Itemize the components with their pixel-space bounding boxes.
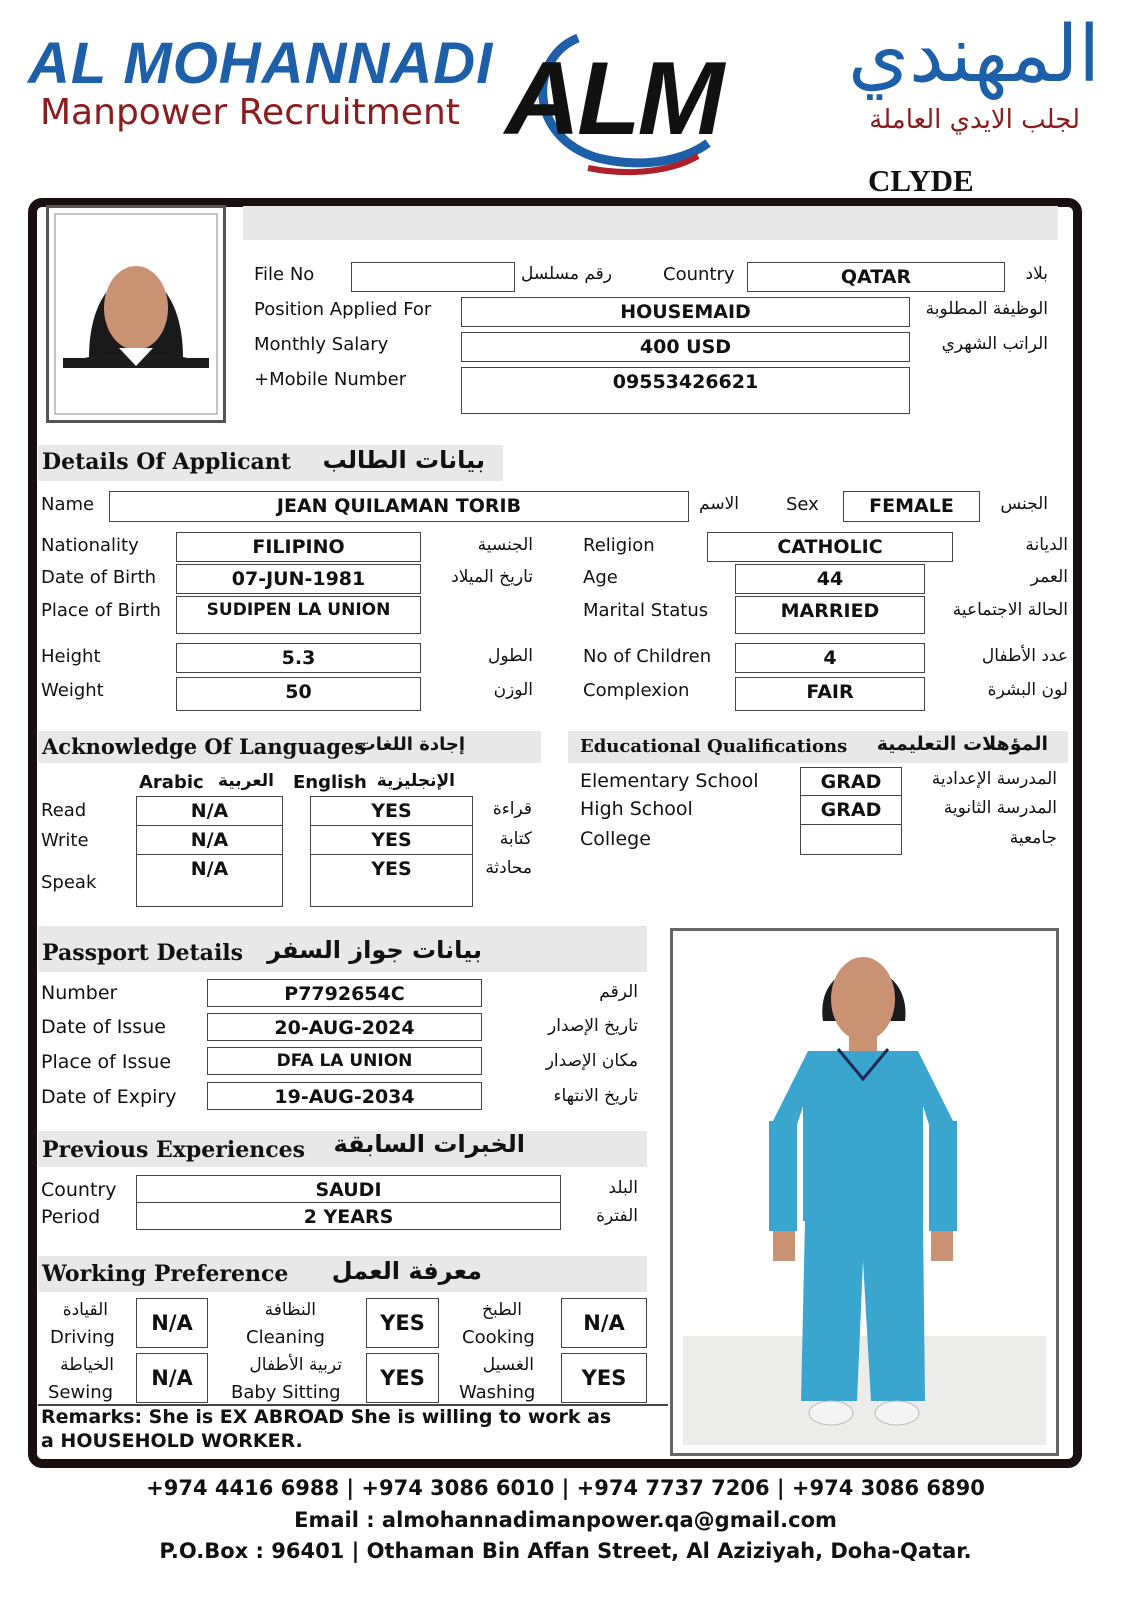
- complexion-label: Complexion: [583, 680, 690, 701]
- name-label: Name: [41, 494, 95, 515]
- speak-label: Speak: [41, 872, 97, 893]
- speak-arabic-field: N/A: [136, 854, 283, 907]
- passport-title: Passport Details: [42, 940, 244, 966]
- sex-field: FEMALE: [843, 491, 980, 522]
- position-field: HOUSEMAID: [461, 297, 910, 327]
- issue-place-field: DFA LA UNION: [207, 1047, 482, 1075]
- country-label: Country: [663, 264, 735, 285]
- height-field: 5.3: [176, 643, 421, 673]
- issue-date-label: Date of Issue: [41, 1016, 166, 1038]
- passport-number-label: Number: [41, 982, 118, 1004]
- children-label-arabic: عدد الأطفال: [981, 646, 1068, 666]
- age-label-arabic: العمر: [1030, 567, 1068, 587]
- washing-label-arabic: الغسيل: [482, 1355, 534, 1375]
- experience-country-field: SAUDI: [136, 1175, 561, 1203]
- brand-name: AL MOHANNADI: [28, 31, 494, 96]
- mobile-field: 09553426621: [461, 367, 910, 414]
- sewing-label-arabic: الخياطة: [60, 1355, 114, 1375]
- religion-label: Religion: [583, 535, 655, 556]
- experience-title-arabic: الخبرات السابقة: [333, 1130, 525, 1158]
- read-arabic-field: N/A: [136, 796, 283, 826]
- portrait-photo: [46, 205, 226, 423]
- period-label-arabic: الفترة: [596, 1206, 638, 1226]
- passport-number-field: P7792654C: [207, 979, 482, 1007]
- dob-field: 07-JUN-1981: [176, 564, 421, 594]
- elementary-field: GRAD: [800, 767, 902, 796]
- cooking-label-arabic: الطبخ: [482, 1300, 522, 1320]
- arabic-col-label: Arabic: [139, 772, 204, 793]
- sewing-label: Sewing: [48, 1382, 114, 1403]
- read-label: Read: [41, 800, 87, 821]
- washing-field: YES: [561, 1353, 647, 1403]
- brand-subtitle-arabic: لجلب الايدي العاملة: [869, 105, 1080, 135]
- elementary-label: Elementary School: [580, 770, 759, 792]
- religion-label-arabic: الديانة: [1025, 535, 1068, 555]
- experience-country-label-arabic: البلد: [608, 1178, 638, 1198]
- weight-label-arabic: الوزن: [493, 680, 533, 700]
- issue-place-label-arabic: مكان الإصدار: [545, 1051, 638, 1071]
- education-title-arabic: المؤهلات التعليمية: [876, 733, 1048, 755]
- brand-mark: ALM: [505, 41, 722, 157]
- write-english-field: YES: [310, 825, 473, 855]
- languages-title-arabic: إجادة اللغات: [357, 734, 465, 755]
- nationality-label: Nationality: [41, 535, 139, 556]
- salary-field: 400 USD: [461, 332, 910, 362]
- sex-label: Sex: [786, 494, 819, 515]
- brand-name-arabic: المهندي: [847, 10, 1100, 100]
- elementary-label-arabic: المدرسة الإعدادية: [931, 769, 1057, 789]
- baby-sitting-label-arabic: تربية الأطفال: [249, 1355, 342, 1375]
- footer-email: Email : almohannadimanpower.qa@gmail.com: [294, 1508, 837, 1532]
- height-label: Height: [41, 646, 101, 667]
- remarks-line-1: Remarks: She is EX ABROAD She is willing to work as: [41, 1406, 612, 1428]
- salary-label: Monthly Salary: [254, 334, 389, 355]
- remarks-line-2: a HOUSEHOLD WORKER.: [41, 1430, 303, 1452]
- name-field: JEAN QUILAMAN TORIB: [109, 491, 689, 522]
- write-arabic-field: N/A: [136, 825, 283, 855]
- college-label-arabic: جامعية: [1009, 828, 1057, 848]
- arabic-col-label-arabic: العربية: [217, 771, 274, 791]
- passport-number-label-arabic: الرقم: [599, 982, 638, 1002]
- weight-field: 50: [176, 677, 421, 711]
- mobile-label: +Mobile Number: [254, 369, 407, 390]
- nationality-field: FILIPINO: [176, 532, 421, 562]
- english-col-label: English: [293, 772, 367, 793]
- complexion-label-arabic: لون البشرة: [987, 680, 1068, 700]
- issue-date-label-arabic: تاريخ الإصدار: [548, 1016, 638, 1036]
- marital-field: MARRIED: [735, 596, 925, 634]
- period-label: Period: [41, 1206, 101, 1228]
- children-label: No of Children: [583, 646, 712, 667]
- read-label-arabic: قراءة: [492, 799, 532, 819]
- passport-title-arabic: بيانات جواز السفر: [267, 936, 482, 964]
- pob-field: SUDIPEN LA UNION: [176, 596, 421, 634]
- age-field: 44: [735, 564, 925, 594]
- high-school-label-arabic: المدرسة الثانوية: [943, 798, 1057, 818]
- speak-english-field: YES: [310, 854, 473, 907]
- driving-label-arabic: القيادة: [62, 1300, 108, 1320]
- languages-title: Acknowledge Of Languages: [42, 734, 367, 759]
- country-field: QATAR: [747, 262, 1005, 292]
- candidate-code: CLYDE: [868, 163, 974, 198]
- issue-place-label: Place of Issue: [41, 1051, 172, 1073]
- issue-date-field: 20-AUG-2024: [207, 1013, 482, 1041]
- education-title: Educational Qualifications: [580, 736, 848, 757]
- salary-label-arabic: الراتب الشهري: [941, 334, 1048, 354]
- expiry-date-field: 19-AUG-2034: [207, 1082, 482, 1110]
- cooking-field: N/A: [561, 1298, 647, 1348]
- expiry-date-label: Date of Expiry: [41, 1086, 177, 1108]
- pob-label: Place of Birth: [41, 600, 161, 621]
- marital-label: Marital Status: [583, 600, 709, 621]
- portrait-figure-icon: [49, 208, 223, 420]
- read-english-field: YES: [310, 796, 473, 826]
- weight-label: Weight: [41, 680, 104, 701]
- write-label: Write: [41, 830, 89, 851]
- expiry-date-label-arabic: تاريخ الانتهاء: [553, 1086, 638, 1106]
- cooking-label: Cooking: [462, 1327, 535, 1348]
- cleaning-label: Cleaning: [246, 1327, 325, 1348]
- high-school-label: High School: [580, 798, 693, 820]
- experience-title: Previous Experiences: [42, 1137, 305, 1163]
- applicant-title: Details Of Applicant: [42, 449, 291, 475]
- footer-address: P.O.Box : 96401 | Othaman Bin Affan Street, Al Aziziyah, Doha-Qatar.: [159, 1539, 972, 1563]
- position-label-arabic: الوظيفة المطلوبة: [925, 299, 1048, 319]
- applicant-title-arabic: بيانات الطالب: [322, 446, 485, 474]
- baby-sitting-label: Baby Sitting: [231, 1382, 341, 1403]
- preference-title-arabic: معرفة العمل: [331, 1257, 482, 1285]
- experience-country-label: Country: [41, 1179, 117, 1201]
- driving-label: Driving: [50, 1327, 115, 1348]
- speak-label-arabic: محادثة: [485, 858, 532, 878]
- brand-subtitle: Manpower Recruitment: [40, 92, 460, 133]
- footer-phones: +974 4416 6988 | +974 3086 6010 | +974 7737 7206 | +974 3086 6890: [146, 1476, 985, 1500]
- preference-title: Working Preference: [42, 1261, 289, 1287]
- period-field: 2 YEARS: [136, 1202, 561, 1230]
- file-no-field: [351, 262, 515, 292]
- religion-field: CATHOLIC: [707, 532, 953, 562]
- file-no-label-arabic: رقم مسلسل: [521, 264, 612, 284]
- sex-label-arabic: الجنس: [1000, 494, 1048, 514]
- college-label: College: [580, 828, 651, 850]
- nationality-label-arabic: الجنسية: [477, 535, 533, 555]
- driving-field: N/A: [136, 1298, 208, 1348]
- college-field: [800, 824, 902, 855]
- name-label-arabic: الاسم: [699, 494, 739, 514]
- cleaning-field: YES: [366, 1298, 439, 1348]
- english-col-label-arabic: الإنجليزية: [376, 771, 455, 791]
- file-no-label: File No: [254, 264, 315, 285]
- cleaning-label-arabic: النظافة: [264, 1300, 316, 1320]
- full-body-photo: [670, 928, 1059, 1456]
- complexion-field: FAIR: [735, 677, 925, 711]
- top-band: [243, 206, 1058, 240]
- position-label: Position Applied For: [254, 299, 432, 320]
- baby-sitting-field: YES: [366, 1353, 439, 1403]
- high-school-field: GRAD: [800, 795, 902, 825]
- height-label-arabic: الطول: [488, 646, 533, 666]
- washing-label: Washing: [459, 1382, 536, 1403]
- sewing-field: N/A: [136, 1353, 208, 1403]
- dob-label: Date of Birth: [41, 567, 157, 588]
- write-label-arabic: كتابة: [499, 829, 532, 849]
- age-label: Age: [583, 567, 618, 588]
- country-label-arabic: بلاد: [1025, 264, 1048, 284]
- children-field: 4: [735, 643, 925, 673]
- marital-label-arabic: الحالة الاجتماعية: [952, 600, 1068, 620]
- full-body-figure-icon: [673, 931, 1056, 1453]
- dob-label-arabic: تاريخ الميلاد: [451, 567, 533, 587]
